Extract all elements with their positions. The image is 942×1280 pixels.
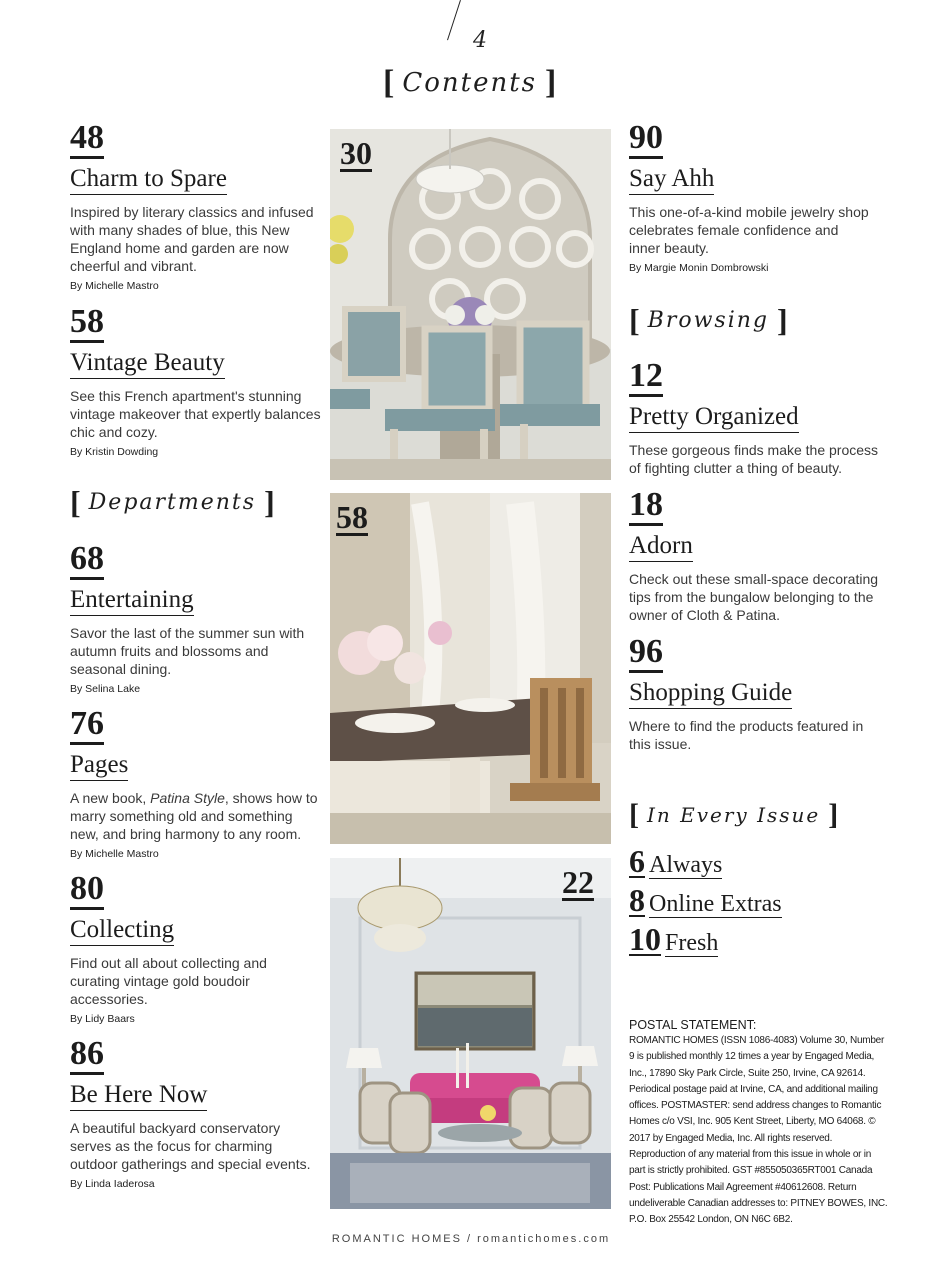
- issue-page-number: 6: [629, 843, 645, 879]
- article-description: A beautiful backyard conservatory serves as the focus for charming outdoor gatherings and special events.: [70, 1120, 311, 1172]
- article-page-number: 80: [70, 871, 104, 910]
- bracket-right: ]: [264, 484, 275, 520]
- article-description: Savor the last of the summer sun with autumn fruits and blossoms and seasonal dining.: [70, 625, 305, 677]
- article-page-number: 58: [70, 304, 104, 343]
- article-page-number: 48: [70, 120, 104, 159]
- bracket-right: ]: [828, 798, 839, 831]
- article-page-number: 86: [70, 1036, 104, 1075]
- article-description: These gorgeous finds make the process of fighting clutter a thing of beauty.: [629, 442, 879, 476]
- article-page-number: 76: [70, 706, 104, 745]
- photo-page-number: 30: [340, 135, 372, 171]
- article-title[interactable]: Pretty Organized: [629, 403, 799, 433]
- book-title: Patina Style: [150, 790, 225, 806]
- bracket-left: [: [629, 798, 639, 831]
- article-title[interactable]: Charm to Spare: [70, 165, 227, 195]
- in-every-issue-header-text: In Every Issue: [647, 803, 821, 827]
- article-page-number: 90: [629, 120, 663, 159]
- article-say-ahh[interactable]: [629, 120, 869, 275]
- article-description: [70, 789, 320, 843]
- in-every-issue-header: [629, 798, 838, 832]
- page-footer: ROMANTIC HOMES / romantichomes.com: [331, 1233, 611, 1245]
- article-title[interactable]: Shopping Guide: [629, 679, 792, 709]
- article-title[interactable]: Pages: [70, 751, 128, 781]
- issue-label[interactable]: Always: [649, 852, 723, 878]
- article-description: This one-of-a-kind mobile jewelry shop celebrates female confidence and inner beauty.: [629, 204, 869, 256]
- article-be-here-now[interactable]: [70, 1036, 322, 1191]
- article-title[interactable]: Be Here Now: [70, 1081, 207, 1111]
- postal-statement: [629, 1017, 889, 1229]
- issue-item-always[interactable]: [629, 843, 723, 879]
- article-vintage-beauty[interactable]: [70, 304, 322, 459]
- departments-header-text: Departments: [88, 490, 257, 515]
- departments-header: [70, 484, 275, 521]
- page-number: 4: [473, 28, 487, 53]
- article-byline: By Michelle Mastro: [70, 280, 159, 292]
- article-pretty-organized[interactable]: [629, 358, 891, 477]
- postal-heading: POSTAL STATEMENT:: [629, 1018, 757, 1032]
- contents-header-text: Contents: [402, 68, 537, 98]
- photo-rustic-table[interactable]: [330, 493, 611, 844]
- article-byline: By Lidy Baars: [70, 1013, 135, 1025]
- photo-page-number: 58: [336, 499, 368, 535]
- photo-pink-sofa-room[interactable]: [330, 858, 611, 1209]
- article-page-number: 96: [629, 634, 663, 673]
- browsing-header: [629, 302, 788, 339]
- article-title[interactable]: Collecting: [70, 916, 174, 946]
- article-description: Find out all about collecting and curating vintage gold boudoir accessories.: [70, 955, 267, 1007]
- dining-room-illustration: [330, 129, 611, 480]
- desc-part: , shows how to marry something old and something new, and bring harmony to any room.: [70, 790, 318, 842]
- issue-label[interactable]: Fresh: [665, 930, 719, 956]
- contents-header: [383, 64, 556, 102]
- issue-item-online-extras[interactable]: [629, 882, 782, 918]
- browsing-header-text: Browsing: [647, 308, 769, 333]
- article-page-number: 12: [629, 358, 663, 397]
- page-number-slash: [447, 0, 461, 40]
- article-description: See this French apartment's stunning vintage makeover that expertly balances chic and cozy.: [70, 388, 321, 440]
- issue-label[interactable]: Online Extras: [649, 891, 782, 917]
- desc-part: A new book,: [70, 790, 151, 806]
- article-title[interactable]: Adorn: [629, 532, 693, 562]
- article-description: Check out these small-space decorating tips from the bungalow belonging to the owner of Cloth & Patina.: [629, 571, 879, 623]
- pink-sofa-room-illustration: [330, 858, 611, 1209]
- rustic-table-illustration: [330, 493, 611, 844]
- article-byline: By Linda Iaderosa: [70, 1178, 155, 1190]
- article-byline: By Michelle Mastro: [70, 848, 159, 860]
- article-description: Where to find the products featured in this issue.: [629, 718, 864, 752]
- article-title[interactable]: Say Ahh: [629, 165, 714, 195]
- article-byline: By Selina Lake: [70, 683, 141, 695]
- photo-page-number: 22: [562, 864, 594, 900]
- article-title[interactable]: Entertaining: [70, 586, 194, 616]
- article-byline: By Kristin Dowding: [70, 446, 159, 458]
- bracket-right: ]: [777, 302, 788, 338]
- article-collecting[interactable]: [70, 871, 300, 1026]
- article-adorn[interactable]: [629, 487, 891, 624]
- article-entertaining[interactable]: [70, 541, 310, 696]
- article-byline: By Margie Monin Dombrowski: [629, 262, 769, 274]
- article-page-number: 18: [629, 487, 663, 526]
- article-pages[interactable]: [70, 706, 320, 861]
- bracket-right: ]: [545, 64, 557, 101]
- article-title[interactable]: Vintage Beauty: [70, 349, 225, 379]
- article-page-number: 68: [70, 541, 104, 580]
- bracket-left: [: [629, 302, 640, 338]
- bracket-left: [: [383, 64, 395, 101]
- issue-item-fresh[interactable]: [629, 921, 719, 957]
- photo-dining-room[interactable]: [330, 129, 611, 480]
- issue-page-number: 10: [629, 921, 661, 957]
- article-charm-to-spare[interactable]: [70, 120, 320, 293]
- article-shopping-guide[interactable]: [629, 634, 879, 753]
- article-description: Inspired by literary classics and infused with many shades of blue, this New England home and garden are now cheerful and vibrant.: [70, 204, 314, 274]
- bracket-left: [: [70, 484, 81, 520]
- issue-page-number: 8: [629, 882, 645, 918]
- postal-body: ROMANTIC HOMES (ISSN 1086-4083) Volume 30, Number 9 is published monthly 12 times a year by Engaged Media, Inc., 17890 Sky Park Circle, Suite 250, Irvine, CA 92614. Periodical postage paid at Irvine, CA, and additional mailing offices. POSTMASTER: send address changes to Romantic Homes c/o VSI, Inc. 905 Kent Street, Liberty, MO 64068. © 2017 by Engaged Media, Inc. All rights reserved. Reproduction of any material from this issue in whole or in part is strictly prohibited. GST #855050365RT001 Canada Post: Publications Mail Agreement #40612608. Return undeliverable Canadian addresses to: PITNEY BOWES, INC. P.O. Box 25542 London, ON N6C 6B2.: [629, 1035, 888, 1226]
